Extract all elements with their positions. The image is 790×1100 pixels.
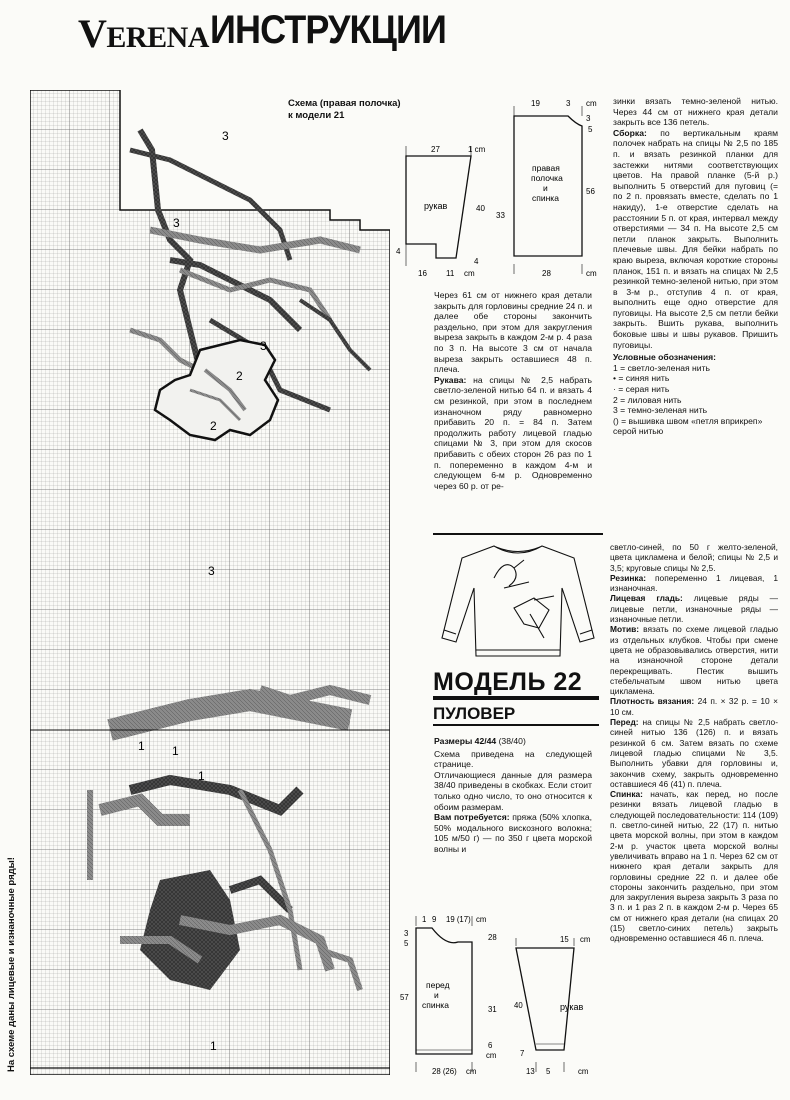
chart-caption-line1: Схема (правая полочка) — [288, 98, 401, 109]
page-title: ИНСТРУКЦИИ — [210, 8, 446, 52]
paragraph: Перед: на спицы № 2,5 набрать светло-синей нитью 136 (126) п. и вязать резинкой 6 см. Затем вязать по схеме лицевой гладью спицами № 3,5. Выполнить убавки для горловины и, закончив схему, закрыть одновременно оставшиеся 46 (41) п. плеча. — [610, 717, 778, 789]
dim-label: 4 — [396, 247, 401, 256]
chart-mark: 1 — [172, 744, 179, 758]
sweater-illustration — [434, 538, 602, 666]
dim-label: 5 — [588, 125, 593, 134]
diagram-label: спинка — [422, 1000, 449, 1010]
dim-label: 3 — [566, 99, 571, 108]
legend-item: 3 = темно-зеленая нить — [613, 405, 708, 416]
dim-label: cm — [586, 269, 597, 278]
paragraph: Плотность вязания: 24 п. × 32 р. = 10 × 10 см. — [610, 696, 778, 717]
chart-mark: 3 — [173, 216, 180, 230]
brand-name: ERENA — [106, 21, 209, 54]
dim-label: 5 — [546, 1067, 551, 1076]
dim-label: cm — [580, 935, 591, 944]
dim-label: 9 — [432, 915, 437, 924]
dim-label: 19 (17) — [446, 915, 471, 924]
legend — [613, 352, 778, 437]
chart-mark: 3 — [208, 564, 215, 578]
text-column-middle-bottom — [434, 736, 592, 855]
dim-label: 28 — [488, 933, 497, 942]
chart-mark: 2 — [236, 369, 243, 383]
section-divider — [433, 533, 603, 535]
dim-label: 16 — [418, 269, 427, 278]
diagram-label: правая — [532, 163, 560, 173]
dim-label: 13 — [526, 1067, 535, 1076]
dim-label: 57 — [400, 993, 409, 1002]
dim-label: 40 — [476, 204, 485, 213]
dim-label: 6 — [488, 1041, 493, 1050]
legend-item: 2 = лиловая нить — [613, 394, 682, 405]
diagram-label: спинка — [532, 193, 559, 203]
diagram-label: и — [543, 183, 548, 193]
pattern-diagram-model21 — [396, 96, 606, 286]
paragraph: Рукава: на спицы № 2,5 набрать светло-зеленой нитью 64 п. и вязать 4 см резинкой, при этом в последнем изнаночном ряду равномерно прибавить 20 п. = 84 п. Затем продолжить работу лицевой гладью спицами № 3, при этом для скосов прибавить с обеих сторон 26 раз по 1 п. попеременно в каждом 4-м и следующем 6-м р. Одновременно через 60 р. от ре- — [434, 374, 592, 491]
legend-title: Условные обозначения: — [613, 352, 716, 363]
pattern-diagram-model22 — [396, 912, 608, 1082]
chart-mark: 1 — [138, 739, 145, 753]
vertical-note: На схеме даны лицевые и изнаночные ряды! — [6, 857, 17, 1072]
model-title-rule — [433, 696, 599, 700]
brand-logo — [78, 10, 209, 57]
knitting-chart — [30, 90, 390, 1075]
paragraph: Отличающиеся данные для размера 38/40 приведены в скобках. Если стоит только одно число, то оно относится к обоим размерам. — [434, 769, 592, 812]
dim-label: 3 — [586, 114, 591, 123]
dim-label: cm — [476, 915, 487, 924]
brand-initial: V — [78, 11, 107, 56]
dim-label: 1 — [422, 915, 427, 924]
diagram-label: перед — [426, 980, 450, 990]
dim-label: 33 — [496, 211, 505, 220]
paragraph: Лицевая гладь: лицевые ряды — лицевые петли, изнаночные ряды — изнаночные петли. — [610, 593, 778, 625]
diagram-label: рукав — [560, 1002, 584, 1012]
text-column-right-bottom — [610, 542, 778, 944]
dim-label: cm — [586, 99, 597, 108]
dim-label: 19 — [531, 99, 540, 108]
legend-item: • = синяя нить — [613, 373, 670, 384]
dim-label: 11 — [446, 269, 455, 278]
dim-label: 56 — [586, 187, 595, 196]
diagram-dimensions — [396, 99, 597, 278]
dim-label: cm — [578, 1067, 589, 1076]
model-subtitle-rule — [433, 724, 599, 726]
dim-label: cm — [466, 1067, 477, 1076]
dim-label: 15 — [560, 935, 569, 944]
chart-mark: 1 — [210, 1039, 217, 1053]
paragraph: Мотив: вязать по схеме лицевой гладью из отдельных клубков. Чтобы при смене цвета не образовывались отверстия, нити на изнаночной стороне детали перекрещивать. Пестик вышить стебельчатым швом нитью цвета цикламена. — [610, 624, 778, 697]
legend-item: 1 = светло-зеленая нить — [613, 362, 710, 373]
diagram-dimensions — [400, 915, 590, 1076]
chart-mark: 1 — [198, 769, 205, 783]
paragraph: Через 61 см от нижнего края детали закрыть для горловины средние 24 п. и далее обе стороны закончить раздельно, при этом для закругления выреза закрыть в каждом 2-м р. 4 раза по 3 п. На высоте 3 см от начала выреза закрыть оставшиеся 48 п. плеча. — [434, 290, 592, 375]
dim-label: 27 — [431, 145, 440, 154]
paragraph: Спинка: начать, как перед, но после резинки вязать лицевой гладью в следующей последовательности: 114 (109) п. светло-синей нитью, 22 (17) п. нитью цвета морской волны, при этом в каждом 2-м р. участок цвета морской волны увеличивать вправо на 1 п. Через 62 см от нижнего края детали закрыть для горловины средние 22 п. и далее обе стороны закончить раздельно, при этом для закругления выреза закрыть 3 раза по 3 п. и 1 раз 2 п. в каждом 2-м р. Через 65 см от нижнего края детали (на спицах 20 (15) светло-синих петель) закрыть одновременно оставшиеся 46 п. плеча. — [610, 789, 778, 944]
model-subtitle: ПУЛОВЕР — [433, 704, 516, 723]
chart-mark: 3 — [222, 129, 229, 143]
diagram-label: и — [434, 990, 439, 1000]
dim-label: 31 — [488, 1005, 497, 1014]
legend-item: () = вышивка швом «петля вприкреп» серой нитью — [613, 415, 763, 437]
diagram-label: полочка — [531, 173, 563, 183]
dim-label: 28 — [542, 269, 551, 278]
dim-label: 1 cm — [468, 145, 486, 154]
paragraph: светло-синей, по 50 г желто-зеленой, цвета цикламена и белой; спицы № 2,5 и 3,5; круговые спицы № 2,5. — [610, 542, 778, 573]
chart-mark: 2 — [210, 419, 217, 433]
dim-label: cm — [486, 1051, 497, 1060]
model-title: МОДЕЛЬ 22 — [433, 668, 583, 696]
chart-caption — [288, 98, 401, 122]
paragraph: зинки вязать темно-зеленой нитью. Через 44 см от нижнего края детали закрыть все 136 петель. — [613, 96, 778, 128]
dim-label: cm — [464, 269, 475, 278]
dim-label: 7 — [520, 1049, 525, 1058]
diagram-label: рукав — [424, 201, 448, 211]
dim-label: 4 — [474, 257, 479, 266]
chart-mark: 3 — [260, 339, 267, 353]
dim-label: 28 (26) — [432, 1067, 457, 1076]
text-column-middle-top — [434, 290, 592, 491]
paragraph: Вам потребуется: пряжа (50% хлопка, 50% модального вискозного волокна; 105 м/50 г) — по 350 г цвета морской волны и — [434, 812, 592, 854]
paragraph: Сборка: по вертикальным краям полочек набрать на спицы № 2,5 по 185 п. и вязать резинкой планки для застежки нитями соответствующих цветов. На правой планке (5-й р.) выполнить 5 отверстий для пуговиц (= по 2 п. провязать вместе, сделать по 1 накиду), 1-е отверстие сделать на расстоянии 5 п. от края, интервал между отверстиями — 34 п. На высоте 2,5 см петли планок закрыть. Выполнить плечевые швы. Для бейки набрать по краю выреза, включая короткие стороны планок, 151 п. и вязать на спицах № 2,5 резинкой темно-зеленой нитью, при этом в 3-м р., отступив 4 п. от края, выполнить еще одно отверстие для пуговицы. На высоте 2,5 см петли бейки закрыть. Вшить рукава, выполнить боковые швы и швы рукавов. Пришить пуговицы. — [613, 127, 778, 350]
dim-label: 3 — [404, 929, 409, 938]
paragraph: Схема приведена на следующей странице. — [434, 748, 592, 770]
text-column-right-top — [613, 96, 778, 437]
legend-item: · = серая нить — [613, 384, 670, 395]
dim-label: 5 — [404, 939, 409, 948]
paragraph: Резинка: попеременно 1 лицевая, 1 изнаночная. — [610, 572, 778, 594]
chart-caption-line2: к модели 21 — [288, 110, 345, 121]
sizes-line: Размеры 42/44 (38/40) — [434, 736, 526, 746]
dim-label: 40 — [514, 1001, 523, 1010]
